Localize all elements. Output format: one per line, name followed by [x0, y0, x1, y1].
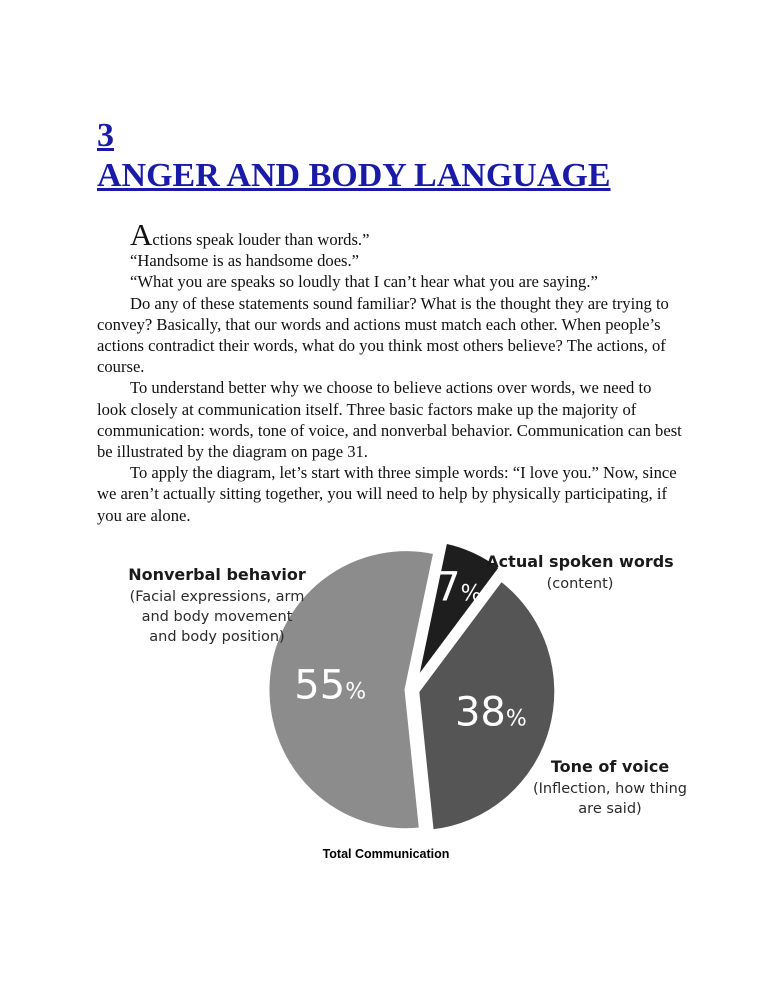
communication-pie-chart: [0, 540, 772, 880]
tone-desc-line-2: are said): [578, 801, 642, 817]
drop-cap: A: [130, 217, 153, 252]
tone-title: Tone of voice: [550, 757, 670, 776]
chapter-number[interactable]: 3: [97, 117, 114, 154]
pie-percent-label-38: 38%: [454, 689, 527, 736]
paragraph-4: Do any of these statements sound familiar? What is the thought they are trying to convey? Basically, that our words and actions must match each other. When people’s actions contradict their words, what do you think most others believe? The actions, of course.: [97, 293, 669, 377]
spoken-title: Actual spoken words: [486, 552, 674, 571]
nonverbal-desc-line-1: (Facial expressions, arm: [129, 589, 305, 605]
nonverbal-title: Nonverbal behavior: [128, 565, 306, 584]
pie-chart-svg: [0, 540, 772, 840]
chart-caption: Total Communication: [322, 847, 450, 861]
paragraph-5: To understand better why we choose to believe actions over words, we need to look closely at communication itself. Three basic factors make up the majority of communication: words, tone of voice, and nonverbal behavior. Communication can best be illustrated by the diagram on page 31.: [97, 378, 682, 462]
paragraph-2: “Handsome is as handsome does.”: [130, 251, 360, 271]
body-text: [97, 217, 682, 526]
paragraph-1: [97, 217, 682, 252]
nonverbal-desc-line-2: and body movement: [141, 609, 293, 625]
paragraph-3: “What you are speaks so loudly that I can’t hear what you are saying.”: [130, 272, 598, 292]
tone-desc-line-1: (Inflection, how thing: [533, 781, 687, 797]
pie-percent-label-7: 7%: [435, 564, 482, 611]
paragraph-1-text: ctions speak louder than words.”: [152, 230, 370, 249]
paragraph-6: To apply the diagram, let’s start with three simple words: “I love you.” Now, since we aren’t actually sitting together, you will need to help by physically participating, if you are alone.: [97, 463, 677, 525]
chapter-title[interactable]: ANGER AND BODY LANGUAGE: [97, 157, 611, 194]
pie-percent-label-55: 55%: [294, 662, 367, 709]
chapter-heading[interactable]: [97, 116, 611, 196]
spoken-desc-line-1: (content): [546, 576, 614, 592]
nonverbal-desc-line-3: and body position): [149, 629, 285, 645]
